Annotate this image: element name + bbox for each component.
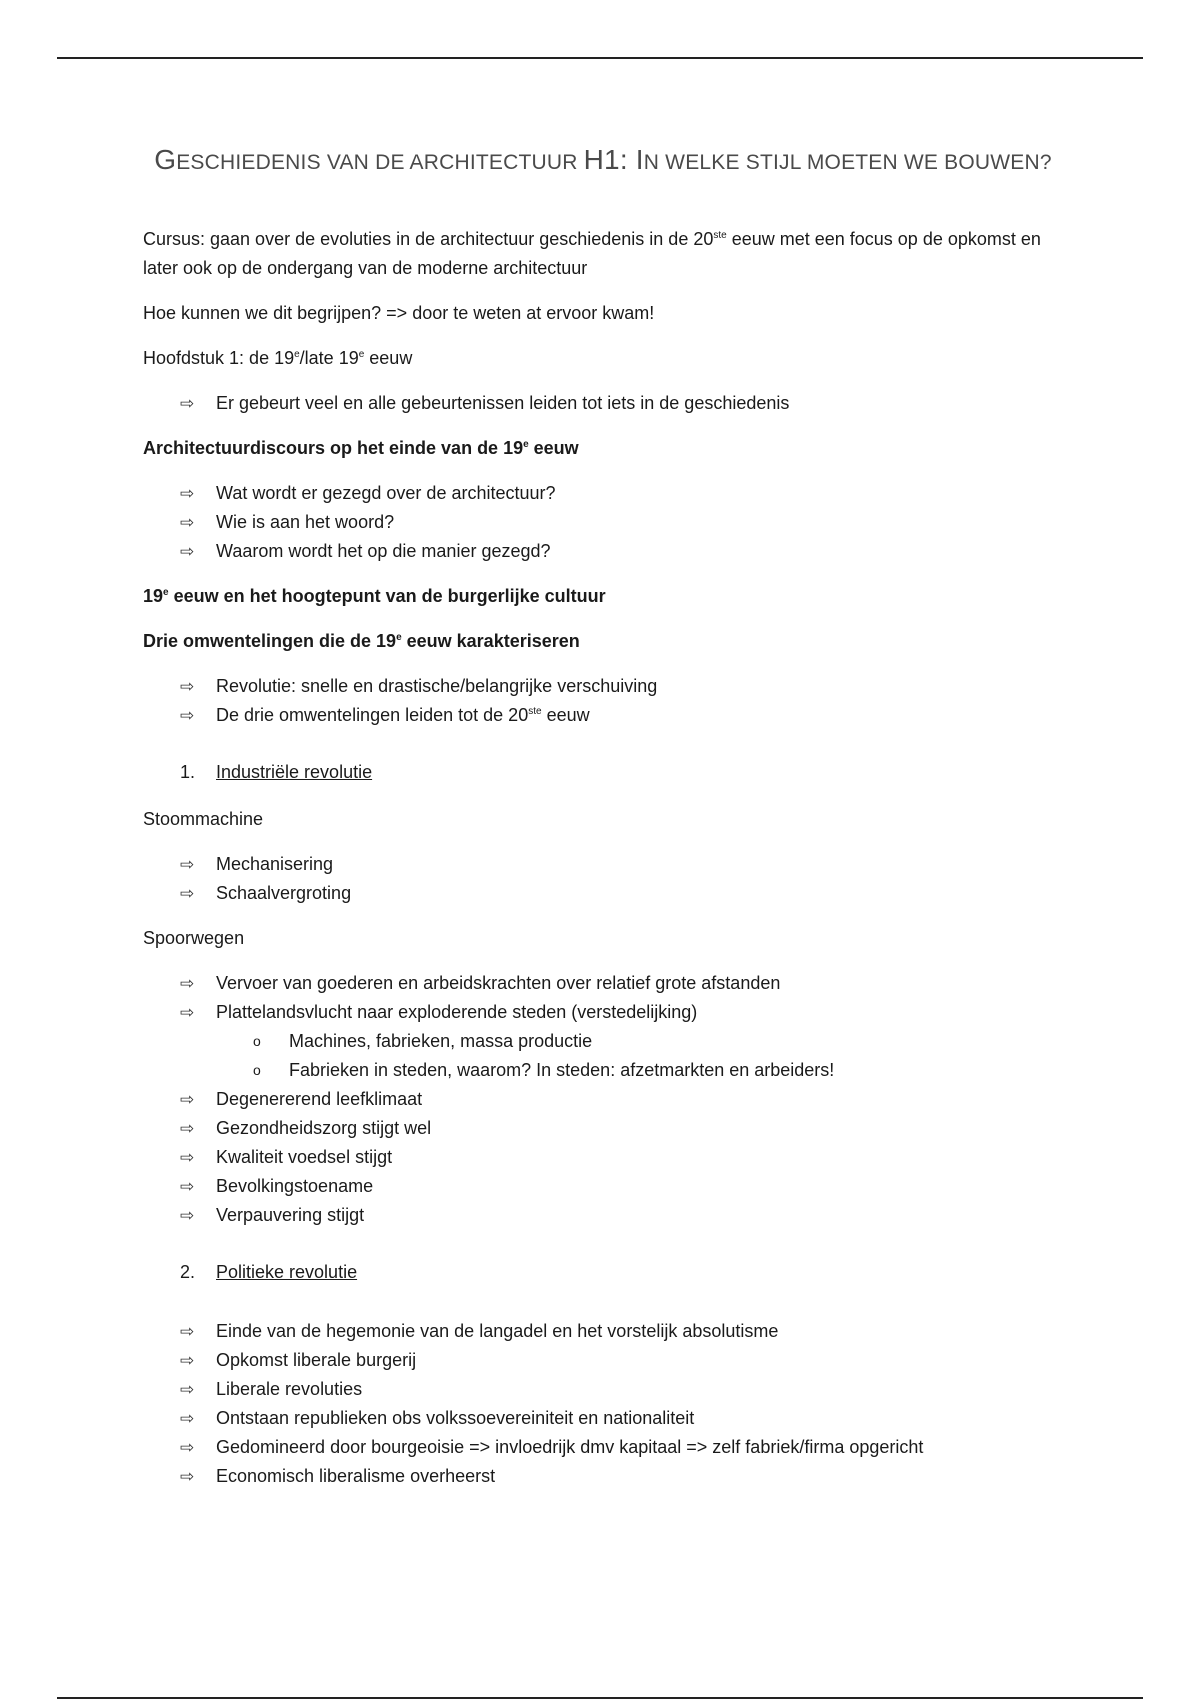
list-item: ⇨ Vervoer van goederen en arbeidskrachten over relatief grote afstanden xyxy=(180,969,1063,998)
arrow-icon: ⇨ xyxy=(180,855,195,874)
list-item: ⇨ Mechanisering xyxy=(180,850,1063,879)
omwentelingen-bullets xyxy=(143,672,1063,730)
subheading-spoorwegen: Spoorwegen xyxy=(143,928,245,948)
bottom-rule xyxy=(57,1697,1143,1699)
chapter-line: Hoofdstuk 1: de 19e/late 19e eeuw xyxy=(143,348,413,368)
arrow-icon: ⇨ xyxy=(180,706,195,725)
list-item: ⇨ Er gebeurt veel en alle gebeurtenissen leiden tot iets in de geschiedenis xyxy=(180,389,1063,418)
title-cap: : I xyxy=(619,144,644,175)
section-heading-culture: 19e eeuw en het hoogtepunt van de burgerlijke cultuur xyxy=(143,586,606,606)
list-item: ⇨ Degenererend leefklimaat xyxy=(180,1085,1063,1114)
title-chapter: H1 xyxy=(583,144,620,175)
numbered-heading-industrial: 1. Industriële revolutie xyxy=(180,762,373,782)
spoor-bullets xyxy=(143,969,1063,1230)
list-item: ⇨ Verpauvering stijgt xyxy=(180,1201,1063,1230)
list-item: ⇨ Wie is aan het woord? xyxy=(180,508,1063,537)
list-item: ⇨ De drie omwentelingen leiden tot de 20ste eeuw xyxy=(180,701,1063,730)
discourse-bullets xyxy=(143,479,1063,566)
title-smallcaps: N WELKE STIJL MOETEN WE BOUWEN? xyxy=(643,151,1052,174)
list-item: ⇨ Gezondheidszorg stijgt wel xyxy=(180,1114,1063,1143)
intro-paragraph: Cursus: gaan over de evoluties in de architectuur geschiedenis in de 20ste eeuw met een focus op de opkomst en later ook op de ondergang van de moderne architectuur xyxy=(143,229,1041,278)
list-item: ⇨ Kwaliteit voedsel stijgt xyxy=(180,1143,1063,1172)
list-item: o Fabrieken in steden, waarom? In steden: afzetmarkten en arbeiders! xyxy=(253,1056,1063,1085)
arrow-icon: ⇨ xyxy=(180,1177,195,1196)
spoor-sublist xyxy=(216,1027,1063,1085)
list-item: ⇨ Schaalvergroting xyxy=(180,879,1063,908)
page-title xyxy=(143,140,1063,183)
arrow-icon: ⇨ xyxy=(180,884,195,903)
list-item: ⇨ Einde van de hegemonie van de langadel en het vorstelijk absolutisme xyxy=(180,1317,1063,1346)
list-item: ⇨ Bevolkingstoename xyxy=(180,1172,1063,1201)
list-item: ⇨ Ontstaan republieken obs volkssoevereiniteit en nationaliteit xyxy=(180,1404,1063,1433)
list-item: ⇨ Liberale revoluties xyxy=(180,1375,1063,1404)
arrow-icon: ⇨ xyxy=(180,484,195,503)
list-item: ⇨ Opkomst liberale burgerij xyxy=(180,1346,1063,1375)
section-heading-omwentelingen: Drie omwentelingen die de 19e eeuw karakteriseren xyxy=(143,631,580,651)
list-item: ⇨ Wat wordt er gezegd over de architectuur? xyxy=(180,479,1063,508)
arrow-icon: ⇨ xyxy=(180,677,195,696)
list-item: ⇨ Gedomineerd door bourgeoisie => invloedrijk dmv kapitaal => zelf fabriek/firma opgericht xyxy=(180,1433,1063,1462)
list-item: ⇨ Waarom wordt het op die manier gezegd? xyxy=(180,537,1063,566)
circle-bullet-icon: o xyxy=(253,1033,261,1049)
top-rule xyxy=(57,57,1143,59)
arrow-icon: ⇨ xyxy=(180,1090,195,1109)
list-item: ⇨ Economisch liberalisme overheerst xyxy=(180,1462,1063,1491)
arrow-icon: ⇨ xyxy=(180,513,195,532)
arrow-icon: ⇨ xyxy=(180,542,195,561)
arrow-icon: ⇨ xyxy=(180,1351,195,1370)
arrow-icon: ⇨ xyxy=(180,974,195,993)
arrow-icon: ⇨ xyxy=(180,1119,195,1138)
circle-bullet-icon: o xyxy=(253,1062,261,1078)
list-item: ⇨ Plattelandsvlucht naar exploderende steden (verstedelijking) o Machines, fabrieken, massa productie o Fabrieken in steden, waarom? In steden: afzetmarkten en arbeiders! xyxy=(180,998,1063,1085)
title-smallcaps: ESCHIEDENIS VAN DE ARCHITECTUUR xyxy=(176,151,584,174)
political-bullets xyxy=(143,1317,1063,1491)
stoom-bullets xyxy=(143,850,1063,908)
intro-question: Hoe kunnen we dit begrijpen? => door te weten at ervoor kwam! xyxy=(143,303,655,323)
arrow-icon: ⇨ xyxy=(180,394,195,413)
arrow-icon: ⇨ xyxy=(180,1467,195,1486)
arrow-icon: ⇨ xyxy=(180,1322,195,1341)
arrow-icon: ⇨ xyxy=(180,1438,195,1457)
subheading-stoommachine: Stoommachine xyxy=(143,809,264,829)
arrow-icon: ⇨ xyxy=(180,1380,195,1399)
section-heading-discourse: Architectuurdiscours op het einde van de 19e eeuw xyxy=(143,438,579,458)
numbered-heading-political: 2. Politieke revolutie xyxy=(180,1262,358,1282)
list-item: ⇨ Revolutie: snelle en drastische/belangrijke verschuiving xyxy=(180,672,1063,701)
title-cap: G xyxy=(154,144,177,175)
document-page xyxy=(143,140,1063,1507)
chapter-bullets xyxy=(143,389,1063,418)
arrow-icon: ⇨ xyxy=(180,1206,195,1225)
list-item: o Machines, fabrieken, massa productie xyxy=(253,1027,1063,1056)
arrow-icon: ⇨ xyxy=(180,1409,195,1428)
arrow-icon: ⇨ xyxy=(180,1003,195,1022)
arrow-icon: ⇨ xyxy=(180,1148,195,1167)
